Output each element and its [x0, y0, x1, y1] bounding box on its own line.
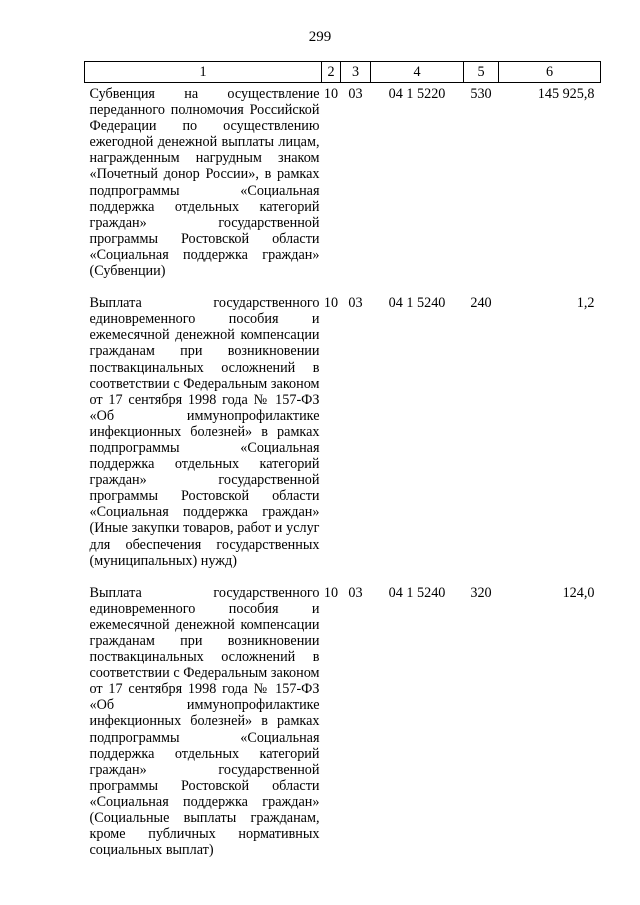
budget-table: [84, 61, 601, 871]
page-number: 299: [308, 29, 332, 45]
column-header-3: 3: [341, 62, 371, 83]
row-target-article: 04 1 5220: [388, 86, 446, 102]
row-target-article: 04 1 5240: [388, 584, 446, 601]
row-description: Выплата государственного единовременного пособия и ежемесячной денежной компенсации гражданам при возникновении поствакцинальных осложнений в соответствии с Федеральным законом от 17 сентября 1998 года № 157-ФЗ «Об иммунопрофилактике инфекционных болезней» в рамках подпрограммы «Социальная поддержка отдельных категорий граждан» государственной программы Ростовской области «Социальная поддержка граждан» (Иные закупки товаров, работ и услуг для обеспечения государственных (муниципальных) нужд): [89, 295, 320, 569]
row-expense-type: 530: [470, 86, 492, 102]
row-section: 10: [323, 86, 339, 102]
row-subsection: 03: [348, 295, 363, 312]
row-amount: 1,2: [576, 295, 595, 312]
row-amount: 145 925,8: [537, 86, 595, 102]
row-subsection: 03: [348, 86, 363, 102]
row-expense-type: 320: [470, 584, 492, 601]
table-row: [85, 292, 601, 582]
row-amount: 124,0: [562, 584, 595, 601]
row-subsection: 03: [348, 584, 363, 601]
row-description: Субвенция на осуществление переданного полномочия Российской Федерации по осуществлению ежегодной денежной выплаты лицам, награжденным нагрудным знаком «Почетный донор России», в рамках подпрограммы «Социальная поддержка отдельных категорий граждан» государственной программы Ростовской области «Социальная поддержка граждан» (Субвенции): [89, 86, 320, 280]
row-description: Выплата государственного единовременного пособия и ежемесячной денежной компенсации гражданам при возникновении поствакцинальных осложнений в соответствии с Федеральным законом от 17 сентября 1998 года № 157-ФЗ «Об иммунопрофилактике инфекционных болезней» в рамках подпрограммы «Социальная поддержка отдельных категорий граждан» государственной программы Ростовской области «Социальная поддержка граждан» (Социальные выплаты гражданам, кроме публичных нормативных социальных выплат): [89, 584, 320, 859]
row-section: 10: [323, 584, 339, 601]
row-section: 10: [323, 295, 339, 312]
table-row: [85, 83, 601, 293]
table-row: [85, 582, 601, 872]
column-header-4: 4: [371, 62, 464, 83]
column-header-6: 6: [499, 62, 601, 83]
row-expense-type: 240: [470, 295, 492, 312]
row-target-article: 04 1 5240: [388, 295, 446, 312]
column-header-2: 2: [322, 62, 341, 83]
column-header-5: 5: [464, 62, 499, 83]
column-header-1: 1: [85, 62, 322, 83]
header-row: [85, 62, 601, 83]
